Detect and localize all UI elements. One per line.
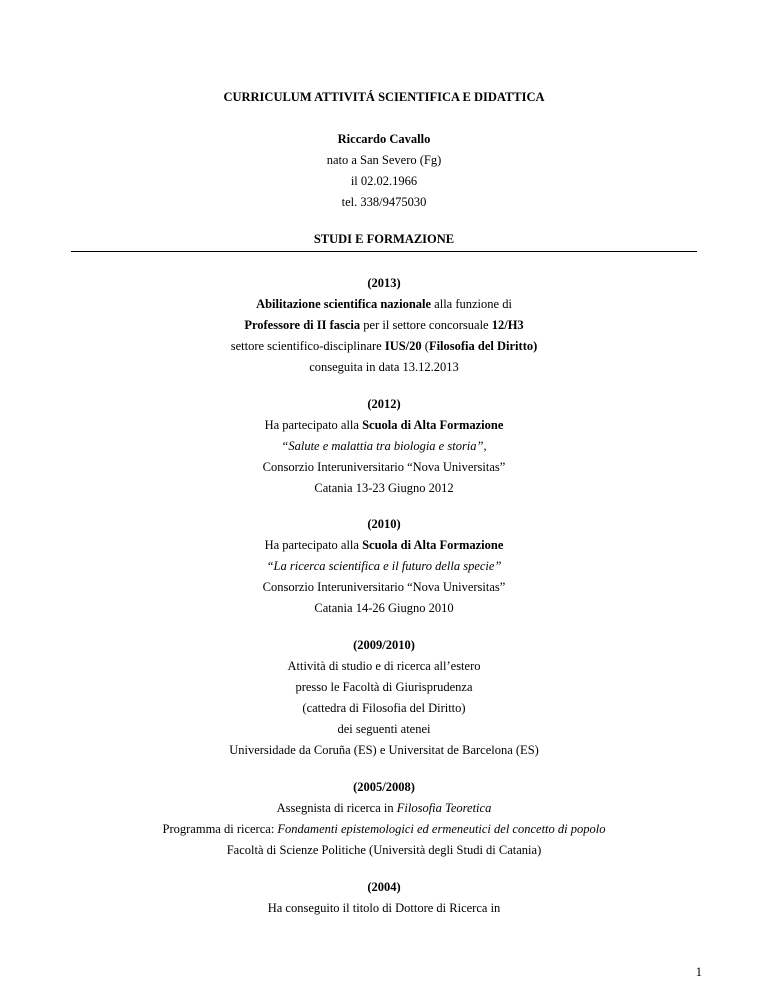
entry-2009-line5: Universidade da Coruña (ES) e Universitat de Barcelona (ES) <box>229 743 539 757</box>
page-number: 1 <box>695 965 702 979</box>
entry-2010-line4: Catania 14-26 Giugno 2010 <box>314 601 454 615</box>
birth-date: il 02.02.1966 <box>350 174 418 188</box>
section-divider <box>71 251 697 252</box>
entry-2012-year: (2012) <box>367 397 401 411</box>
entry-2013-year: (2013) <box>367 276 401 290</box>
entry-2010-year: (2010) <box>367 517 401 531</box>
section-title: STUDI E FORMAZIONE <box>313 232 455 246</box>
document-title: CURRICULUM ATTIVITÁ SCIENTIFICA E DIDATTICA <box>223 90 545 104</box>
entry-2004-line1: Ha conseguito il titolo di Dottore di Ricerca in <box>267 901 501 915</box>
entry-2009-line4: dei seguenti atenei <box>337 722 431 736</box>
entry-2012-line4: Catania 13-23 Giugno 2012 <box>314 481 454 495</box>
entry-2005-line2: Programma di ricerca: Fondamenti epistemologici ed ermeneutici del concetto di popolo <box>162 822 606 836</box>
entry-2013-line4: conseguita in data 13.12.2013 <box>309 360 459 374</box>
entry-2013-line1: Abilitazione scientifica nazionale alla funzione di <box>256 297 512 311</box>
entry-2013-line3: settore scientifico-disciplinare IUS/20 (Filosofia del Diritto) <box>230 339 538 353</box>
entry-2004-year: (2004) <box>367 880 401 894</box>
entry-2009-year: (2009/2010) <box>353 638 415 652</box>
birthplace: nato a San Severo (Fg) <box>326 153 442 167</box>
entry-2005-line3: Facoltà di Scienze Politiche (Università degli Studi di Catania) <box>226 843 542 857</box>
entry-2012-line1: Ha partecipato alla Scuola di Alta Formazione <box>264 418 504 432</box>
person-name: Riccardo Cavallo <box>337 132 431 146</box>
entry-2012-line2: “Salute e malattia tra biologia e storia”, <box>281 439 487 453</box>
entry-2009-line1: Attività di studio e di ricerca all’estero <box>287 659 481 673</box>
entry-2009-line3: (cattedra di Filosofia del Diritto) <box>302 701 466 715</box>
entry-2012-line3: Consorzio Interuniversitario “Nova Universitas” <box>262 460 506 474</box>
entry-2010-line3: Consorzio Interuniversitario “Nova Universitas” <box>262 580 506 594</box>
entry-2010-line1: Ha partecipato alla Scuola di Alta Formazione <box>264 538 504 552</box>
entry-2009-line2: presso le Facoltà di Giurisprudenza <box>295 680 473 694</box>
telephone: tel. 338/9475030 <box>341 195 427 209</box>
entry-2005-year: (2005/2008) <box>353 780 415 794</box>
entry-2013-line2: Professore di II fascia per il settore concorsuale 12/H3 <box>244 318 524 332</box>
entry-2010-line2: “La ricerca scientifica e il futuro della specie” <box>266 559 502 573</box>
entry-2005-line1: Assegnista di ricerca in Filosofia Teoretica <box>276 801 492 815</box>
